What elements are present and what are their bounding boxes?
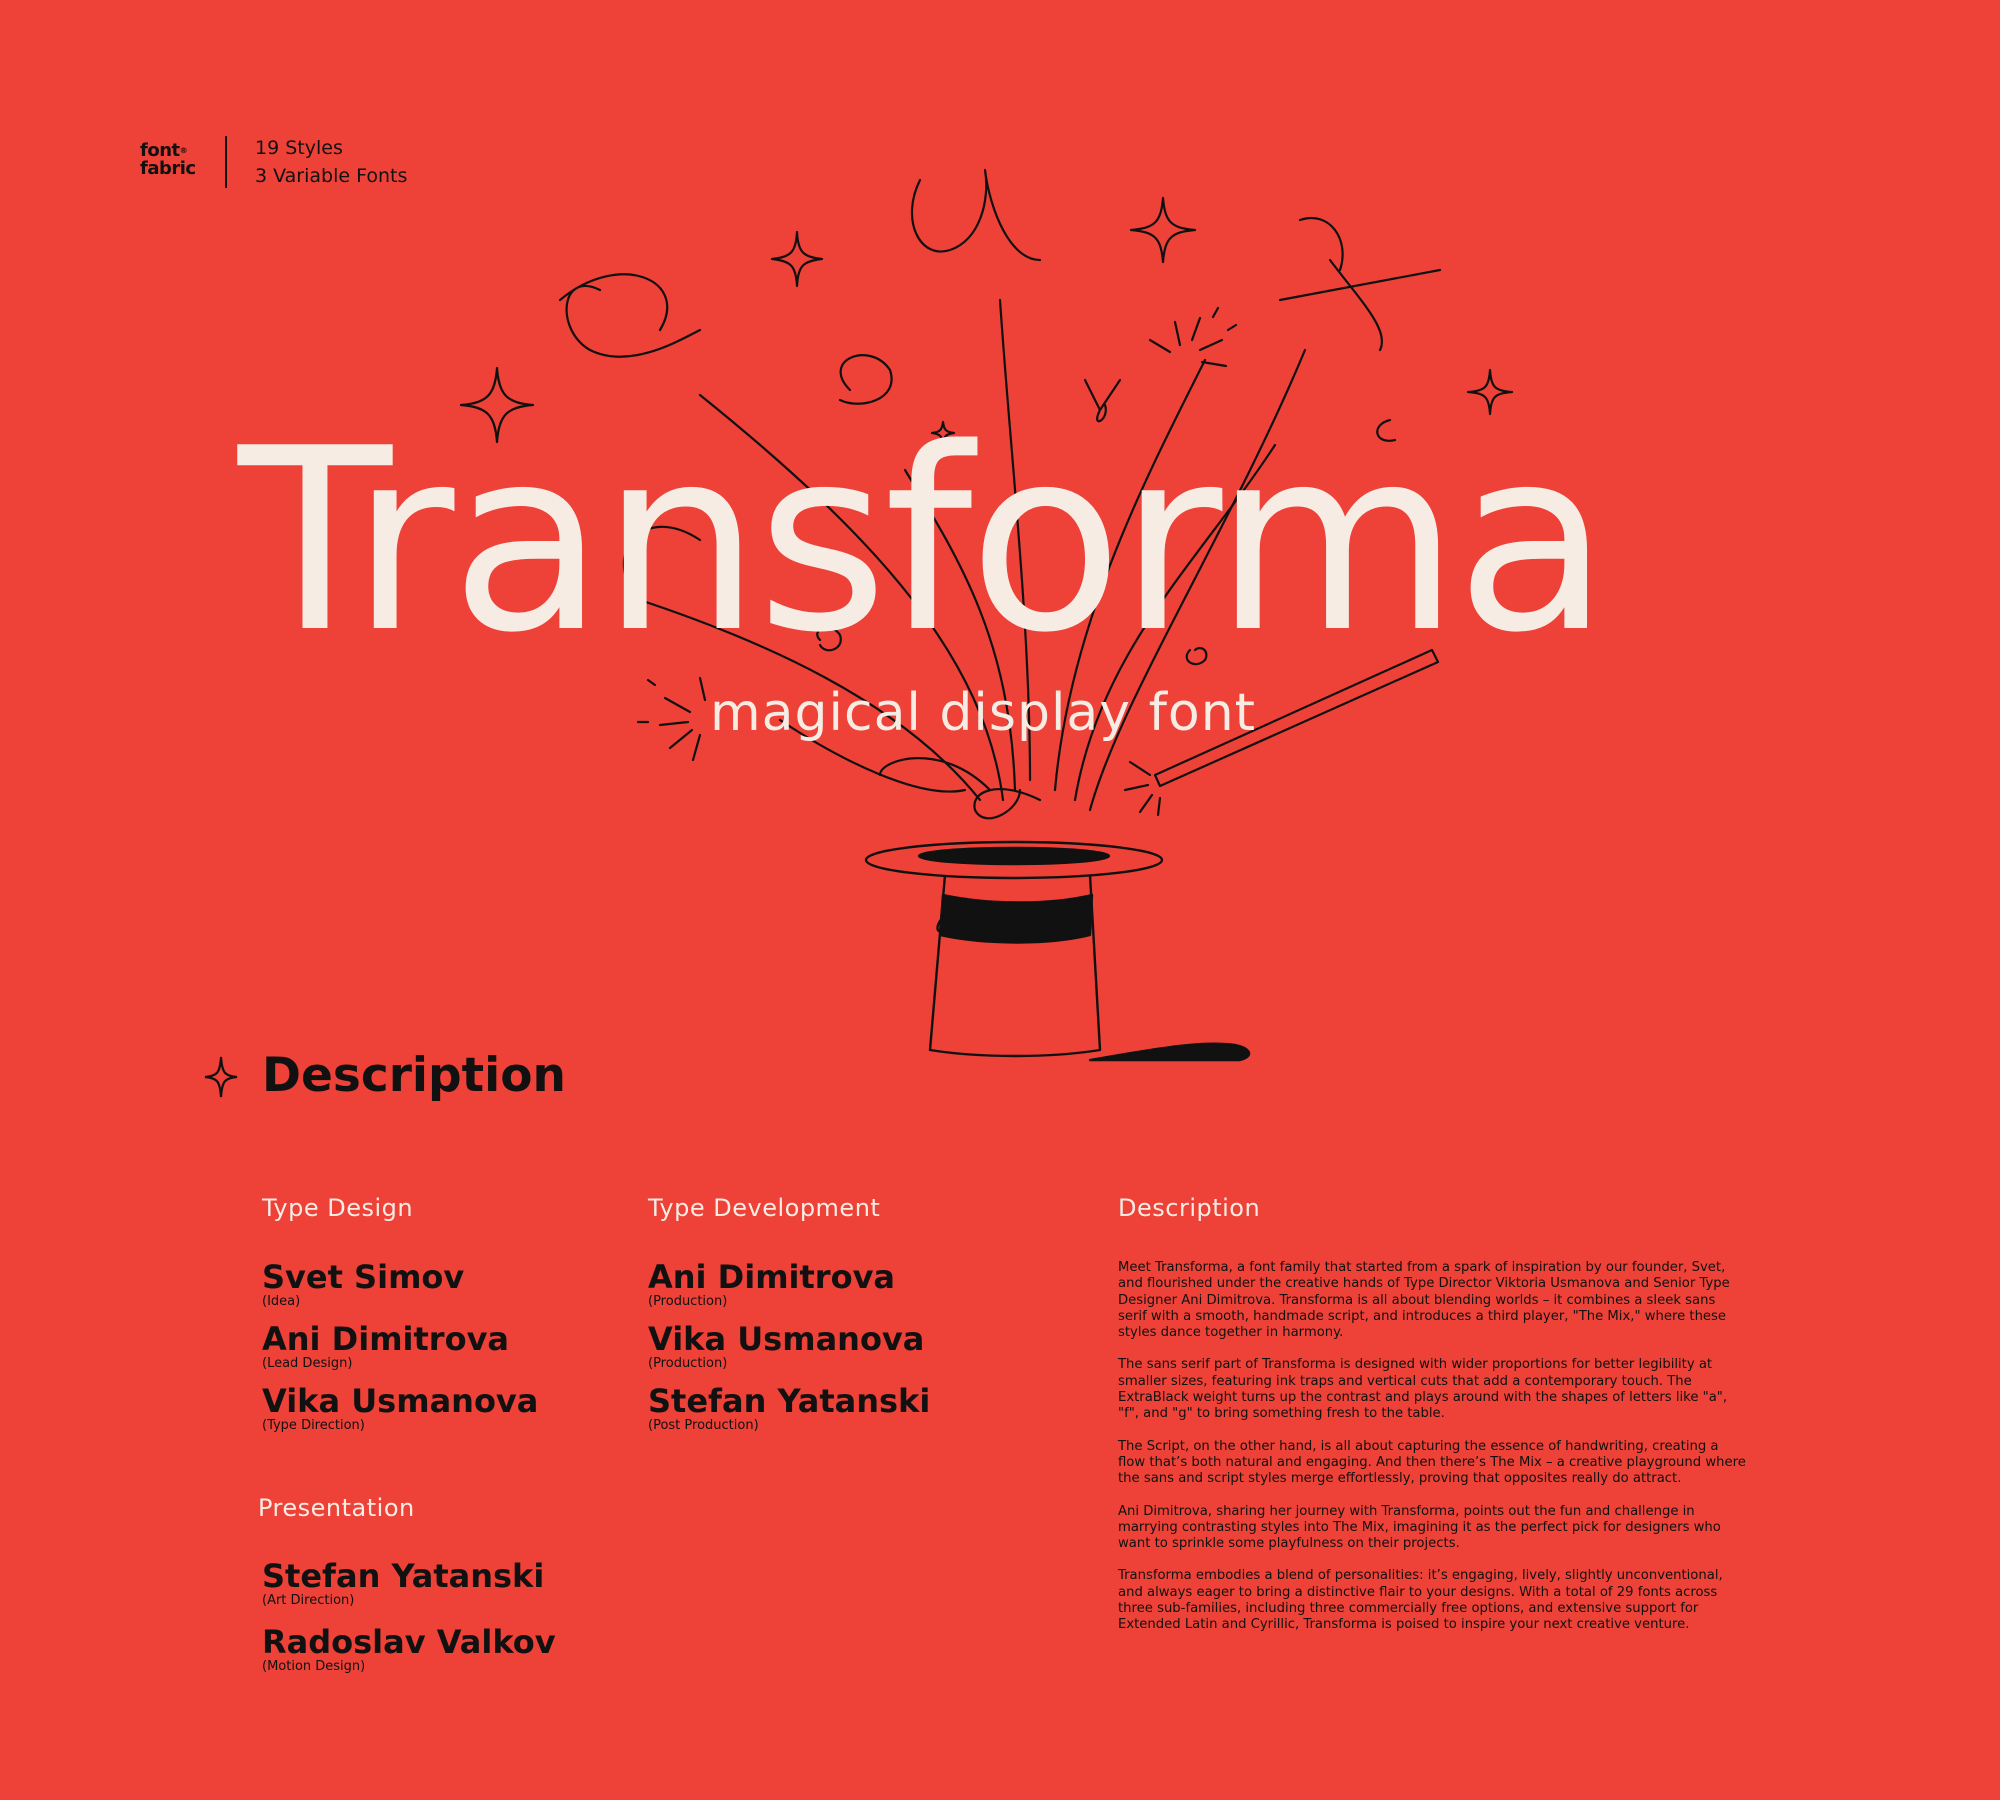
credit-name: Radoslav Valkov: [262, 1623, 556, 1661]
credit-entry: [262, 1623, 556, 1674]
sparkle-2: [772, 232, 822, 286]
description-paragraph: Ani Dimitrova, sharing her journey with Transforma, points out the fun and challenge in marrying contrasting styles into The Mix, imagining it as the perfect pick for designers who want to sprinkle some playfulness on their projects.: [1118, 1503, 1721, 1552]
description-paragraph: Meet Transforma, a font family that started from a spark of inspiration by our founder, Svet, and flourished under the creative hands of Type Director Viktoria Usmanova and Senior Type Designer Ani Dimitrova. Transforma is all about blending worlds – it combines a sleek sans serif with a smooth, handmade script, and introduces a third player, "The Mix," where these styles dance together in harmony.: [1118, 1260, 1730, 1341]
credit-name: Vika Usmanova: [262, 1382, 539, 1420]
hero-subtitle: magical display font: [710, 683, 1257, 743]
logo-registered-mark: ®: [179, 146, 188, 155]
presentation-label: Presentation: [258, 1494, 415, 1522]
sparkle-icon: [203, 1055, 239, 1099]
credit-name: Svet Simov: [262, 1258, 465, 1296]
letter-x-glyph: [1280, 218, 1440, 350]
description-paragraph: The sans serif part of Transforma is designed with wider proportions for better legibility at smaller sizes, featuring ink traps and vertical cuts that add a contemporary touch. The ExtraBlack weight turns up the contrast and plays around with the shapes of letters like "a", "f", and "g" to bring something fresh to the table.: [1118, 1357, 1728, 1422]
credit-entry: [262, 1258, 464, 1309]
sparkle-3: [1131, 198, 1195, 262]
description-body: [1118, 1260, 1748, 1650]
letter-a-glyph: [560, 274, 700, 356]
credit-role: (Idea): [262, 1294, 301, 1309]
hat-band: [940, 895, 1092, 943]
credit-entry: [262, 1320, 509, 1371]
credit-role: (Motion Design): [262, 1659, 366, 1674]
credit-role: (Type Direction): [262, 1418, 365, 1433]
firework-wand: [1125, 762, 1160, 815]
credit-name: Ani Dimitrova: [648, 1258, 896, 1296]
firework-top: [1150, 308, 1236, 366]
credit-role: (Lead Design): [262, 1356, 353, 1371]
credit-entry: [262, 1382, 538, 1433]
letter-u-glyph: [912, 170, 1040, 260]
logo-line1: font: [140, 140, 180, 161]
credit-entry: [648, 1382, 930, 1433]
credit-role: (Post Production): [648, 1418, 759, 1433]
variable-fonts-count: 3 Variable Fonts: [255, 165, 408, 187]
section-heading: Description: [262, 1048, 566, 1103]
flow-line-8: [880, 758, 990, 790]
credit-entry: [648, 1258, 895, 1309]
logo-line2: fabric: [140, 158, 196, 179]
credit-role: (Production): [648, 1294, 728, 1309]
styles-count: 19 Styles: [255, 137, 343, 159]
description-label: Description: [1118, 1194, 1261, 1222]
top-hat: [866, 842, 1249, 1060]
description-paragraph: Transforma embodies a blend of personalities: it’s engaging, lively, slightly unconventional, and always eager to bring a distinctive flair to your designs. With a total of 29 fonts across three sub-families, including three commercially free options, and extensive support for Extended Latin and Cyrillic, Transforma is poised to inspire your next creative venture.: [1118, 1568, 1723, 1633]
description-paragraph: The Script, on the other hand, is all about capturing the essence of handwriting, creating a flow that’s both natural and engaging. And then there’s The Mix – a creative playground where the sans and script styles merge effortlessly, proving that opposites really do attract.: [1118, 1438, 1746, 1487]
hero-title: Transforma: [238, 395, 1606, 688]
credit-name: Ani Dimitrova: [262, 1320, 510, 1358]
credit-entry: [648, 1320, 924, 1371]
type-development-label: Type Development: [648, 1194, 881, 1222]
credit-name: Stefan Yatanski: [648, 1382, 931, 1420]
loop-line: [974, 789, 1040, 818]
credit-role: (Production): [648, 1356, 728, 1371]
credit-name: Stefan Yatanski: [262, 1557, 545, 1595]
credit-name: Vika Usmanova: [648, 1320, 925, 1358]
credit-entry: [262, 1557, 544, 1608]
hat-shadow: [1090, 1044, 1249, 1060]
hat-opening: [919, 848, 1109, 864]
credit-role: (Art Direction): [262, 1593, 355, 1608]
type-design-label: Type Design: [262, 1194, 414, 1222]
